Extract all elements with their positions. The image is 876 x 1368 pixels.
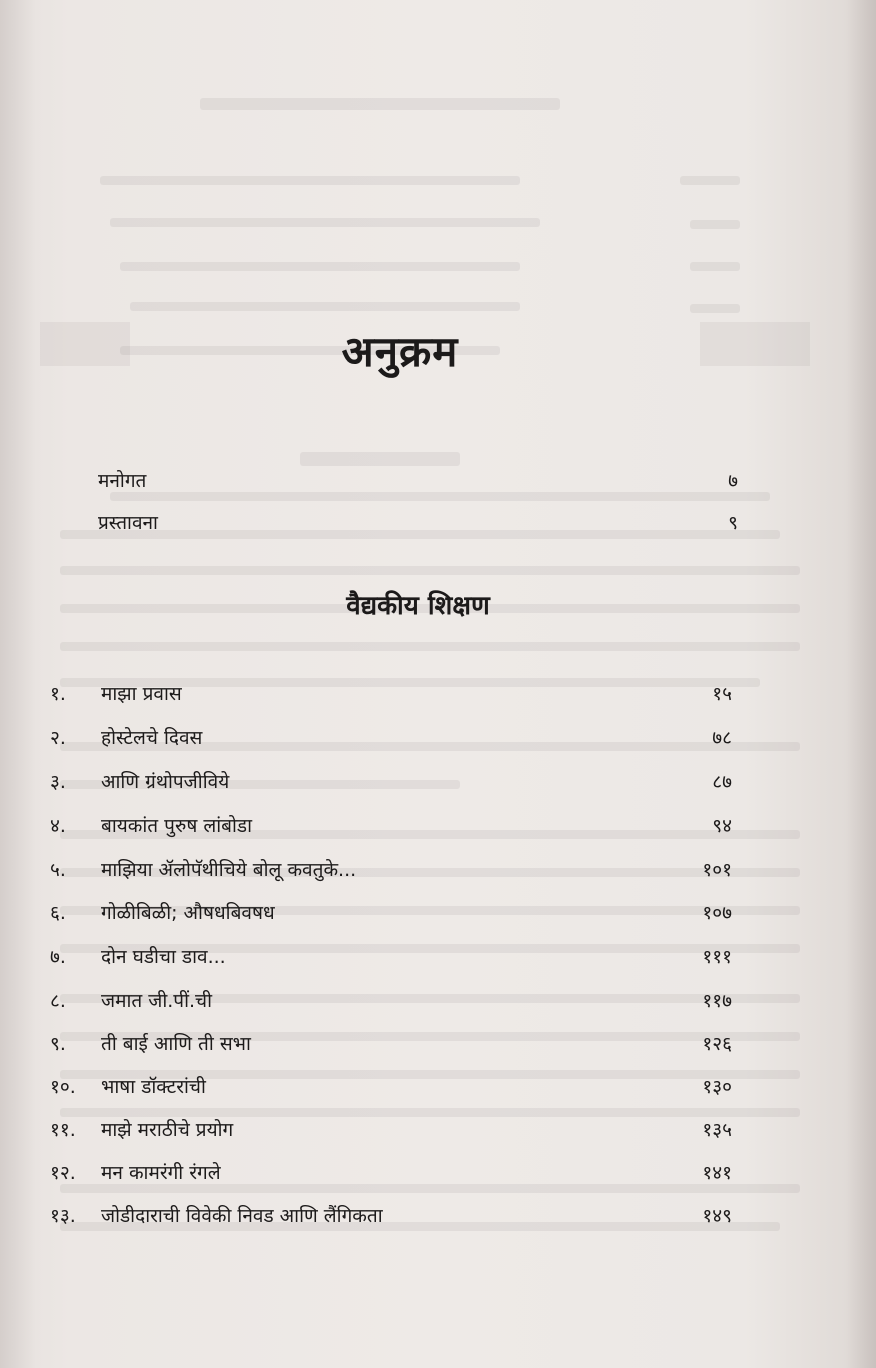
entry-title: माझा प्रवास [101, 683, 182, 705]
entry-number: ४. [50, 815, 66, 837]
entry-number: २. [50, 727, 66, 749]
page-edge-shadow-left [0, 0, 36, 1368]
entry-page: १०७ [702, 902, 732, 924]
entry-title: ती बाई आणि ती सभा [101, 1033, 251, 1055]
list-item [50, 721, 732, 755]
front-matter-item [98, 509, 738, 537]
section-heading: वैद्यकीय शिक्षण [346, 591, 490, 621]
entry-number: ६. [50, 902, 66, 924]
entry-title: जमात जी.पीं.ची [101, 990, 213, 1012]
contents-title: अनुक्रम [341, 327, 459, 376]
front-matter-page: ९ [728, 512, 738, 534]
entry-page: १२६ [702, 1033, 732, 1055]
entry-page: ८७ [712, 771, 732, 793]
list-item [50, 984, 732, 1018]
front-matter-page: ७ [728, 470, 738, 492]
front-matter-item [98, 467, 738, 495]
entry-title: दोन घडीचा डाव... [101, 946, 226, 968]
entry-title: गोळीबिळी; औषधबिवषध [101, 902, 275, 924]
entry-number: ७. [50, 946, 66, 968]
entry-page: १३० [702, 1076, 732, 1098]
entry-title: भाषा डॉक्टरांची [101, 1076, 206, 1098]
entry-page: १४१ [702, 1162, 732, 1184]
entry-number: १०. [50, 1076, 76, 1098]
list-item [50, 1199, 732, 1233]
entry-title: माझिया ॲलोपॅथीचिये बोलू कवतुके... [101, 859, 357, 881]
entry-page: १४९ [702, 1205, 732, 1227]
entry-title: होस्टेलचे दिवस [101, 727, 203, 749]
entry-number: ११. [50, 1119, 76, 1141]
entry-page: ९४ [712, 815, 732, 837]
entry-number: १२. [50, 1162, 76, 1184]
list-item [50, 677, 732, 711]
entry-page: ११७ [702, 990, 732, 1012]
entry-title: आणि ग्रंथोपजीविये [101, 771, 230, 793]
entry-number: ५. [50, 859, 66, 881]
list-item [50, 1113, 732, 1147]
page-edge-shadow-right [846, 0, 876, 1368]
entry-page: १३५ [702, 1119, 732, 1141]
list-item [50, 896, 732, 930]
entry-page: १०१ [702, 859, 732, 881]
list-item [50, 1027, 732, 1061]
entry-number: ३. [50, 771, 66, 793]
list-item [50, 1156, 732, 1190]
entry-number: ८. [50, 990, 66, 1012]
entry-title: माझे मराठीचे प्रयोग [101, 1119, 234, 1141]
entry-number: १. [50, 683, 66, 705]
list-item [50, 765, 732, 799]
entry-page: ७८ [712, 727, 732, 749]
list-item [50, 1070, 732, 1104]
list-item [50, 809, 732, 843]
entry-page: १११ [702, 946, 732, 968]
list-item [50, 940, 732, 974]
entry-page: १५ [712, 683, 732, 705]
front-matter-label: मनोगत [98, 470, 147, 492]
entry-title: बायकांत पुरुष लांबोडा [101, 815, 253, 837]
entry-number: १३. [50, 1205, 76, 1227]
entry-number: ९. [50, 1033, 66, 1055]
list-item [50, 853, 732, 887]
entry-title: मन कामरंगी रंगले [101, 1162, 221, 1184]
entry-title: जोडीदाराची विवेकी निवड आणि लैंगिकता [101, 1205, 383, 1227]
front-matter-label: प्रस्तावना [98, 512, 158, 534]
